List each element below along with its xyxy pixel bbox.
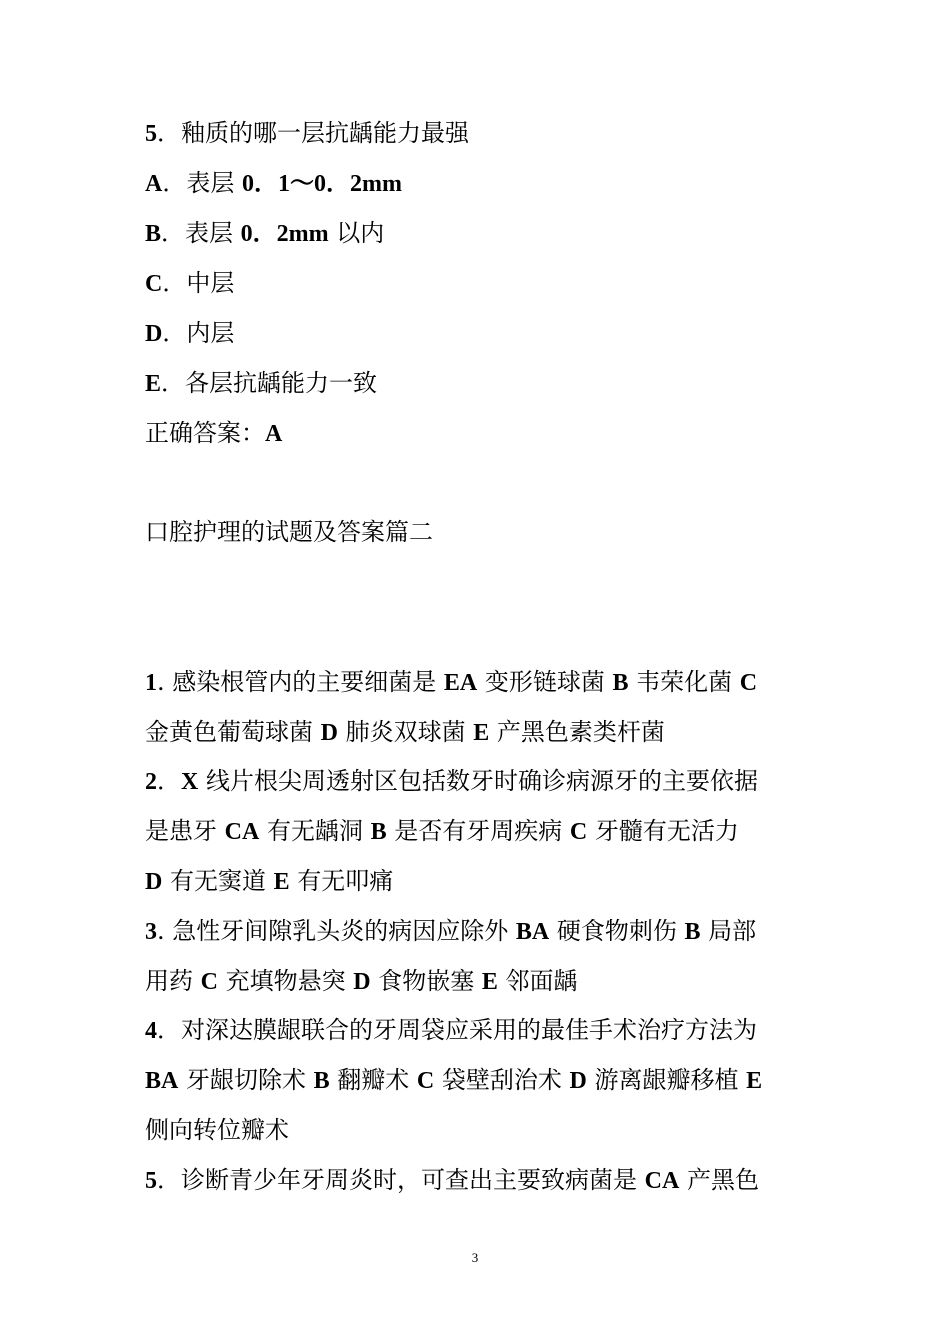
section-title: 口腔护理的试题及答案篇二 [145,518,433,546]
correct-answer: 正确答案：A [145,419,283,447]
page-number: 3 [471,1250,479,1265]
option-a: A．表层 0．1～0．2mm [145,169,402,197]
question-1-line-1: 1. 感染根管内的主要细菌是 EA 变形链球菌 B 韦荣化菌 C [145,668,758,696]
question-4-line-3: 侧向转位瓣术 [145,1116,289,1144]
option-b: B．表层 0．2mm 以内 [145,219,385,247]
question-5-line-1: 5．诊断青少年牙周炎时，可查出主要致病菌是 CA 产黑色 [145,1166,759,1194]
question-4-line-2: BA 牙龈切除术 B 翻瓣术 C 袋壁刮治术 D 游离龈瓣移植 E [145,1066,763,1094]
question-2-line-2: 是患牙 CA 有无龋洞 B 是否有牙周疾病 C 牙髓有无活力 [145,817,739,845]
option-c: C．中层 [145,269,235,297]
question-4-line-1: 4．对深达膜龈联合的牙周袋应采用的最佳手术治疗方法为 [145,1016,757,1044]
option-d: D．内层 [145,319,235,347]
option-e: E．各层抗龋能力一致 [145,369,378,397]
question-5-stem: 5．釉质的哪一层抗龋能力最强 [145,119,469,147]
question-2-line-1: 2．X 线片根尖周透射区包括数牙时确诊病源牙的主要依据 [145,767,758,795]
question-2-line-3: D 有无窦道 E 有无叩痛 [145,867,394,895]
question-3-line-2: 用药 C 充填物悬突 D 食物嵌塞 E 邻面龋 [145,967,578,995]
question-3-line-1: 3. 急性牙间隙乳头炎的病因应除外 BA 硬食物刺伤 B 局部 [145,917,757,945]
question-1-line-2: 金黄色葡萄球菌 D 肺炎双球菌 E 产黑色素类杆菌 [145,718,665,746]
